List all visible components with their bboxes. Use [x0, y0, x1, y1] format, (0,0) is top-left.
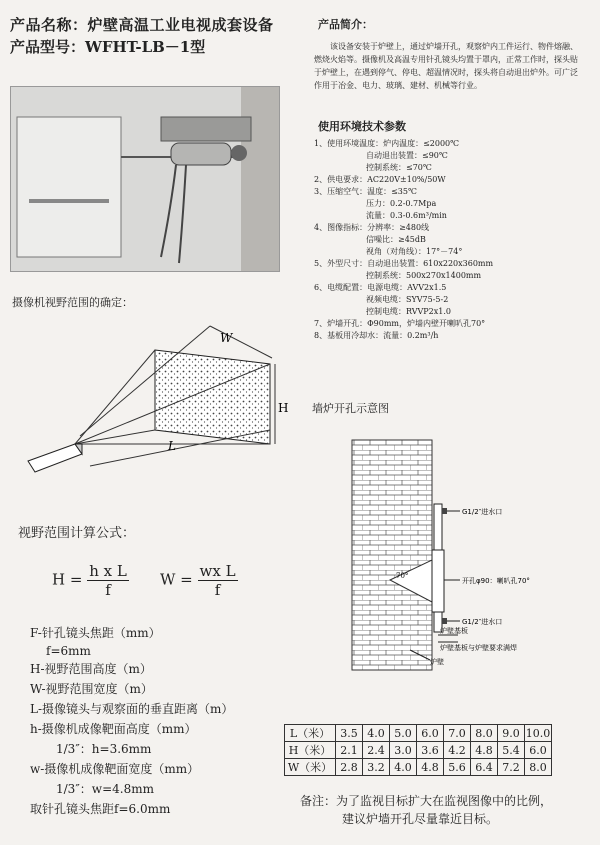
inlet-bottom-label: G1/2″进水口 — [462, 618, 503, 626]
table-cell: 3.5 — [336, 725, 363, 742]
product-model: 产品型号：WFHT-LB－1型 — [10, 38, 206, 56]
label-l: L — [168, 439, 176, 453]
def-line: H-视野范围高度（m） — [30, 662, 152, 676]
product-name: 产品名称：炉壁高温工业电视成套设备 — [10, 16, 274, 34]
spec-line: 8、基板用冷却水：流量：0.2m³/h — [314, 331, 439, 340]
table-cell: 3.6 — [417, 742, 444, 759]
label-h: H — [278, 401, 289, 415]
spec-line: 1、使用环境温度：炉内温度：≤2000℃ — [314, 139, 460, 148]
def-line: 1/3″：w=4.8mm — [56, 782, 154, 796]
table-row — [285, 759, 552, 776]
row-label: L（米） — [285, 725, 336, 742]
def-line: w-摄像机成像靶面宽度（mm） — [30, 762, 200, 776]
note-line2: 建议炉墙开孔尽量靠近目标。 — [342, 812, 499, 826]
def-line: f=6mm — [46, 644, 91, 658]
table-cell: 9.0 — [498, 725, 525, 742]
inlet-top-label: G1/2″进水口 — [462, 508, 503, 516]
note-line1: 备注：为了监视目标扩大在监视图像中的比例， — [300, 794, 553, 808]
spec-line: 流量：0.3-0.6m³/min — [366, 211, 447, 220]
def-line: L-摄像镜头与观察面的垂直距离（m） — [30, 702, 234, 716]
view-range-title: 摄像机视野范围的确定： — [12, 296, 133, 309]
row-label: H（米） — [285, 742, 336, 759]
furnace-wall-label: 炉壁 — [430, 658, 444, 666]
env-heading: 使用环境技术参数 — [318, 120, 406, 133]
spec-line: 压力：0.2-0.7Mpa — [366, 199, 437, 208]
hole-label: 开孔φ90：喇叭孔70° — [462, 577, 530, 585]
table-row — [285, 742, 552, 759]
row-label: W（米） — [285, 759, 336, 776]
table-cell: 3.0 — [390, 742, 417, 759]
spec-line: 自动退出装置：≤90℃ — [366, 151, 448, 160]
label-w: W — [220, 331, 233, 345]
table-cell: 4.8 — [471, 742, 498, 759]
h-den: f — [105, 581, 111, 599]
lhw-table — [284, 724, 552, 776]
def-line: h-摄像机成像靶面高度（mm） — [30, 722, 197, 736]
spec-line: 7、炉墙开孔：Φ90mm，炉墙内壁开喇叭孔70° — [314, 319, 486, 328]
def-line: 取针孔镜头焦距f=6.0mm — [30, 802, 171, 816]
spec-line: 信噪比：≥45dB — [366, 235, 426, 244]
table-cell: 6.0 — [417, 725, 444, 742]
w-formula — [160, 562, 238, 599]
table-cell: 5.6 — [444, 759, 471, 776]
intro-text: 该设备安装于炉壁上，通过炉墙开孔，观察炉内工件运行、物件熔融、燃烧火焰等。摄像机及高温专用针孔镜头均置于罩内，正常工作时，探头贴于炉壁上，在遇到停气、停电、超温情况时，探头将自动退出炉外。可广泛作用于冶金、电力、玻璃、建材、机械等行业。 — [314, 42, 578, 90]
wall-diagram-title: 墙炉开孔示意图 — [312, 402, 389, 415]
w-num: wx L — [199, 562, 236, 580]
base-plate-label: 炉壁基板 — [440, 627, 468, 635]
table-cell: 5.0 — [390, 725, 417, 742]
spec-line: 2、供电要求：AC220V±10%/50W — [314, 175, 446, 184]
intro-heading: 产品简介： — [318, 18, 373, 31]
w-den: f — [214, 581, 221, 599]
table-cell: 7.2 — [498, 759, 525, 776]
w-lhs: W = — [160, 570, 193, 589]
spec-line: 控制系统：500x270x1400mm — [366, 271, 482, 280]
table-cell: 4.0 — [390, 759, 417, 776]
view-range-diagram — [20, 316, 290, 496]
wall-diagram — [330, 430, 590, 680]
table-cell: 2.8 — [336, 759, 363, 776]
spec-line: 视频电缆：SYV75-5-2 — [366, 295, 449, 304]
spec-line: 控制电缆：RVVP2x1.0 — [366, 307, 451, 316]
spec-line: 视角（对角线）：17°－74° — [366, 247, 463, 256]
spec-line: 6、电缆配置：电源电缆：AVV2x1.5 — [314, 283, 447, 292]
table-cell: 2.4 — [363, 742, 390, 759]
base-weld-label: 炉壁基板与炉壁要求满焊 — [440, 644, 517, 652]
spec-line: 3、压缩空气：温度：≤35℃ — [314, 187, 417, 196]
product-photo — [10, 86, 280, 272]
table-cell: 8.0 — [525, 759, 552, 776]
table-row — [285, 725, 552, 742]
table-cell: 6.0 — [525, 742, 552, 759]
table-cell: 4.0 — [363, 725, 390, 742]
spec-line: 控制系统：≤70℃ — [366, 163, 432, 172]
h-lhs: H = — [52, 570, 83, 589]
table-cell: 2.1 — [336, 742, 363, 759]
h-formula — [52, 562, 129, 599]
h-num: h x L — [89, 562, 127, 580]
def-line: 1/3″：h=3.6mm — [56, 742, 152, 756]
formula-heading: 视野范围计算公式： — [18, 526, 136, 541]
def-line: W-视野范围宽度（m） — [30, 682, 153, 696]
spec-line: 5、外型尺寸：自动退出装置：610x220x360mm — [314, 259, 494, 268]
table-cell: 6.4 — [471, 759, 498, 776]
table-cell: 4.2 — [444, 742, 471, 759]
table-cell: 5.4 — [498, 742, 525, 759]
table-cell: 8.0 — [471, 725, 498, 742]
table-cell: 3.2 — [363, 759, 390, 776]
wall-angle: 70° — [396, 572, 409, 580]
def-line: F-针孔镜头焦距（mm） — [30, 626, 161, 640]
table-cell: 10.0 — [525, 726, 551, 740]
table-cell: 7.0 — [444, 725, 471, 742]
table-cell: 4.8 — [417, 759, 444, 776]
spec-line: 4、图像指标：分辨率：≥480线 — [314, 223, 430, 232]
